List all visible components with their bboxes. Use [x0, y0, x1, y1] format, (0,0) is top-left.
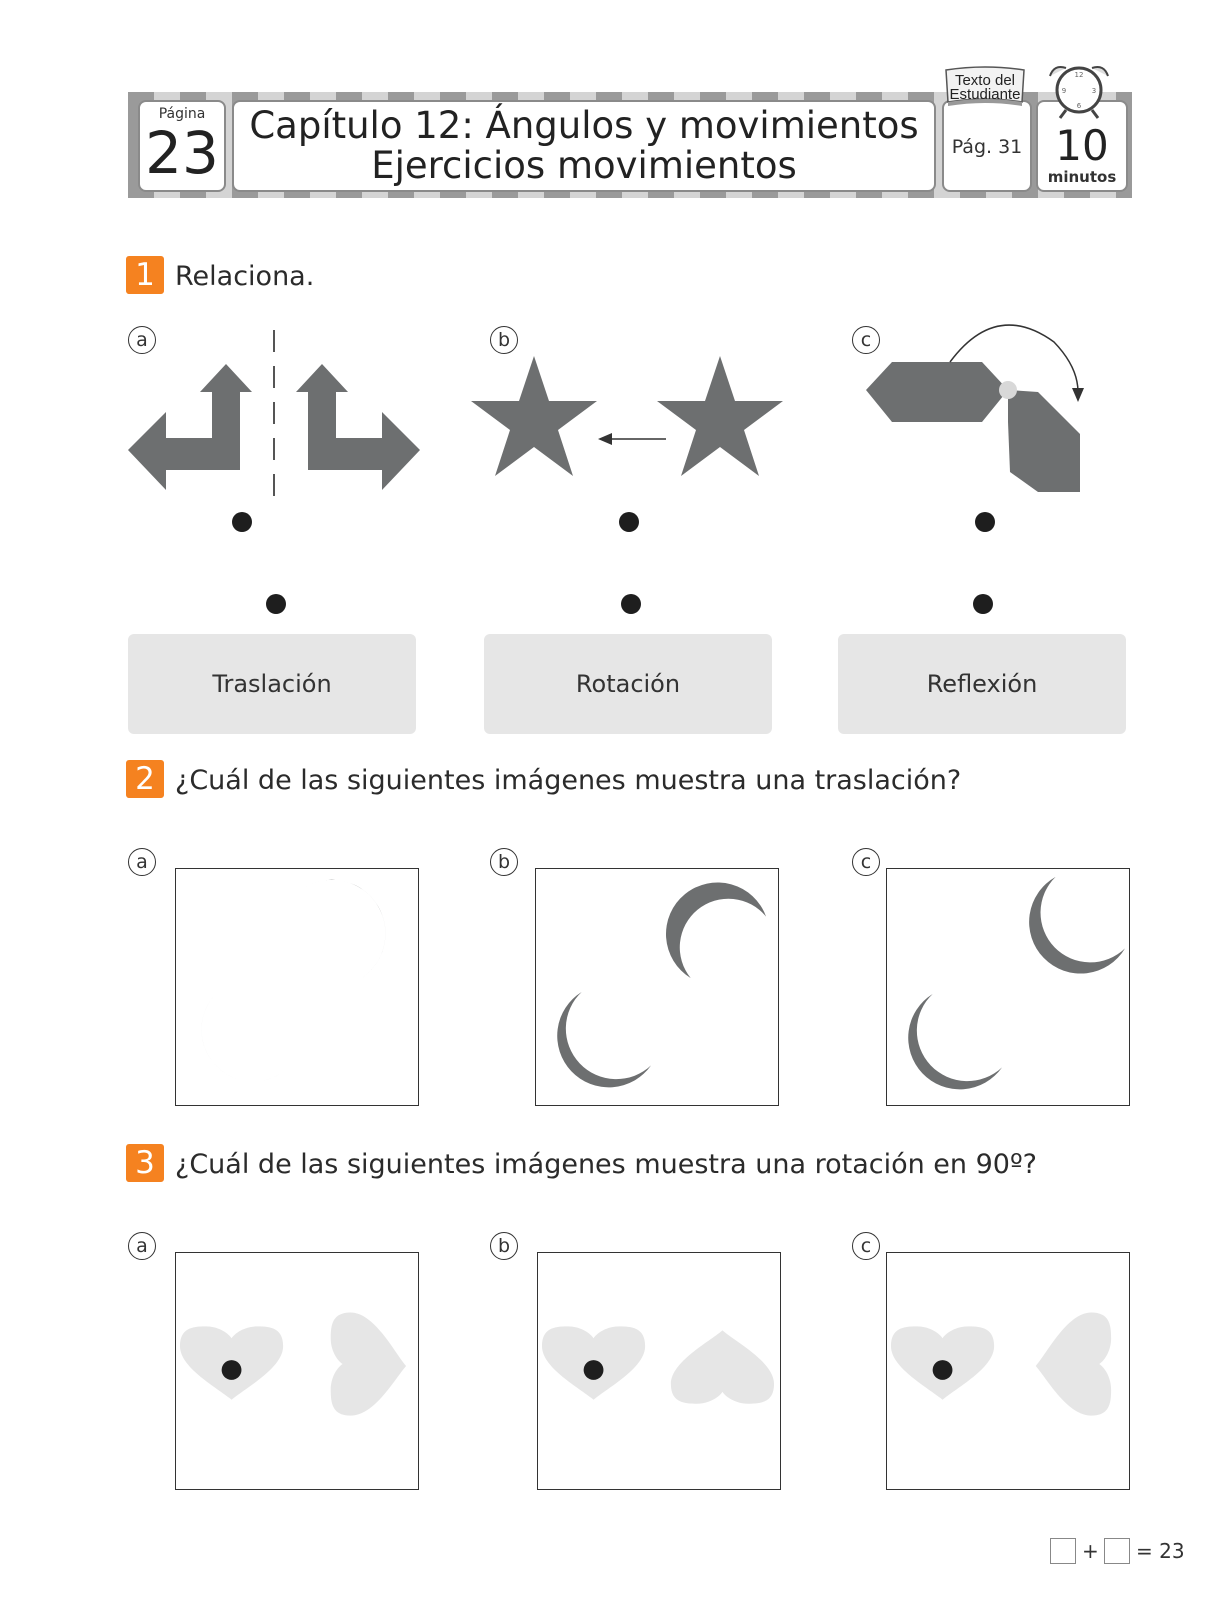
- timer-unit: minutos: [1047, 168, 1117, 186]
- exercise-2-number: 2: [126, 760, 164, 798]
- ex2c-moons-panel[interactable]: [886, 868, 1130, 1106]
- ex3b-hearts-panel[interactable]: [537, 1252, 781, 1490]
- exercise-1-prompt: Relaciona.: [175, 261, 315, 292]
- ex2-option-c[interactable]: c: [852, 848, 880, 876]
- exercise-2-prompt: ¿Cuál de las siguientes imágenes muestra una traslación?: [175, 765, 962, 796]
- answer-card-reflexion[interactable]: Reflexión: [838, 634, 1126, 734]
- answer-card-rotacion[interactable]: Rotación: [484, 634, 772, 734]
- ex3c-hearts-panel[interactable]: [886, 1252, 1130, 1490]
- clock-number-3: 3: [1091, 87, 1097, 95]
- ex1a-top-dot[interactable]: [232, 512, 252, 532]
- ex3-option-c[interactable]: c: [852, 1232, 880, 1260]
- section-title: Ejercicios movimientos: [371, 144, 797, 187]
- clock-number-6: 6: [1076, 102, 1082, 110]
- ex3-option-a[interactable]: a: [128, 1232, 156, 1260]
- ex2-option-a[interactable]: a: [128, 848, 156, 876]
- answer-reflexion-dot[interactable]: [973, 594, 993, 614]
- page-label: Página: [158, 106, 206, 122]
- ex1-option-a[interactable]: a: [128, 326, 156, 354]
- book-label-line-2: Estudiante: [949, 86, 1021, 103]
- ex2-option-b[interactable]: b: [490, 848, 518, 876]
- ex1b-translation-figure: [470, 356, 788, 486]
- answer-card-traslacion[interactable]: Traslación: [128, 634, 416, 734]
- ex1-option-c[interactable]: c: [852, 326, 880, 354]
- score-plus: +: [1082, 1539, 1099, 1563]
- textbook-page: Pág. 31: [951, 136, 1023, 158]
- ex3a-hearts-panel[interactable]: [175, 1252, 419, 1490]
- ex2b-moons-panel[interactable]: [535, 868, 779, 1106]
- exercise-1-number: 1: [126, 256, 164, 294]
- book-label-line-1: Texto del: [954, 72, 1016, 89]
- exercise-3-number: 3: [126, 1144, 164, 1182]
- answer-rotacion-dot[interactable]: [621, 594, 641, 614]
- clock-number-9: 9: [1061, 87, 1067, 95]
- ex1-option-b[interactable]: b: [490, 326, 518, 354]
- answer-traslacion-dot[interactable]: [266, 594, 286, 614]
- ex1b-top-dot[interactable]: [619, 512, 639, 532]
- exercise-3-prompt: ¿Cuál de las siguientes imágenes muestra una rotación en 90º?: [175, 1149, 1038, 1180]
- textbook-reference-box: [942, 100, 1032, 192]
- ex2a-moons-panel[interactable]: [175, 868, 419, 1106]
- page-number-box: [138, 100, 226, 192]
- chapter-title: Capítulo 12: Ángulos y movimientos: [249, 104, 919, 147]
- chapter-title-box: [232, 100, 936, 192]
- page-number: 23: [145, 119, 219, 187]
- ex3-option-b[interactable]: b: [490, 1232, 518, 1260]
- clock-number-12: 12: [1074, 71, 1084, 79]
- alarm-clock-icon: [1044, 62, 1114, 122]
- ex1c-rotation-figure: [866, 322, 1116, 500]
- score-box-1[interactable]: [1050, 1538, 1076, 1564]
- timer-value: 10: [1055, 121, 1109, 170]
- ex1a-reflection-figure: [128, 330, 420, 500]
- score-box-2[interactable]: [1104, 1538, 1130, 1564]
- ex1c-top-dot[interactable]: [975, 512, 995, 532]
- score-total: = 23: [1136, 1539, 1185, 1563]
- book-icon: [942, 66, 1028, 110]
